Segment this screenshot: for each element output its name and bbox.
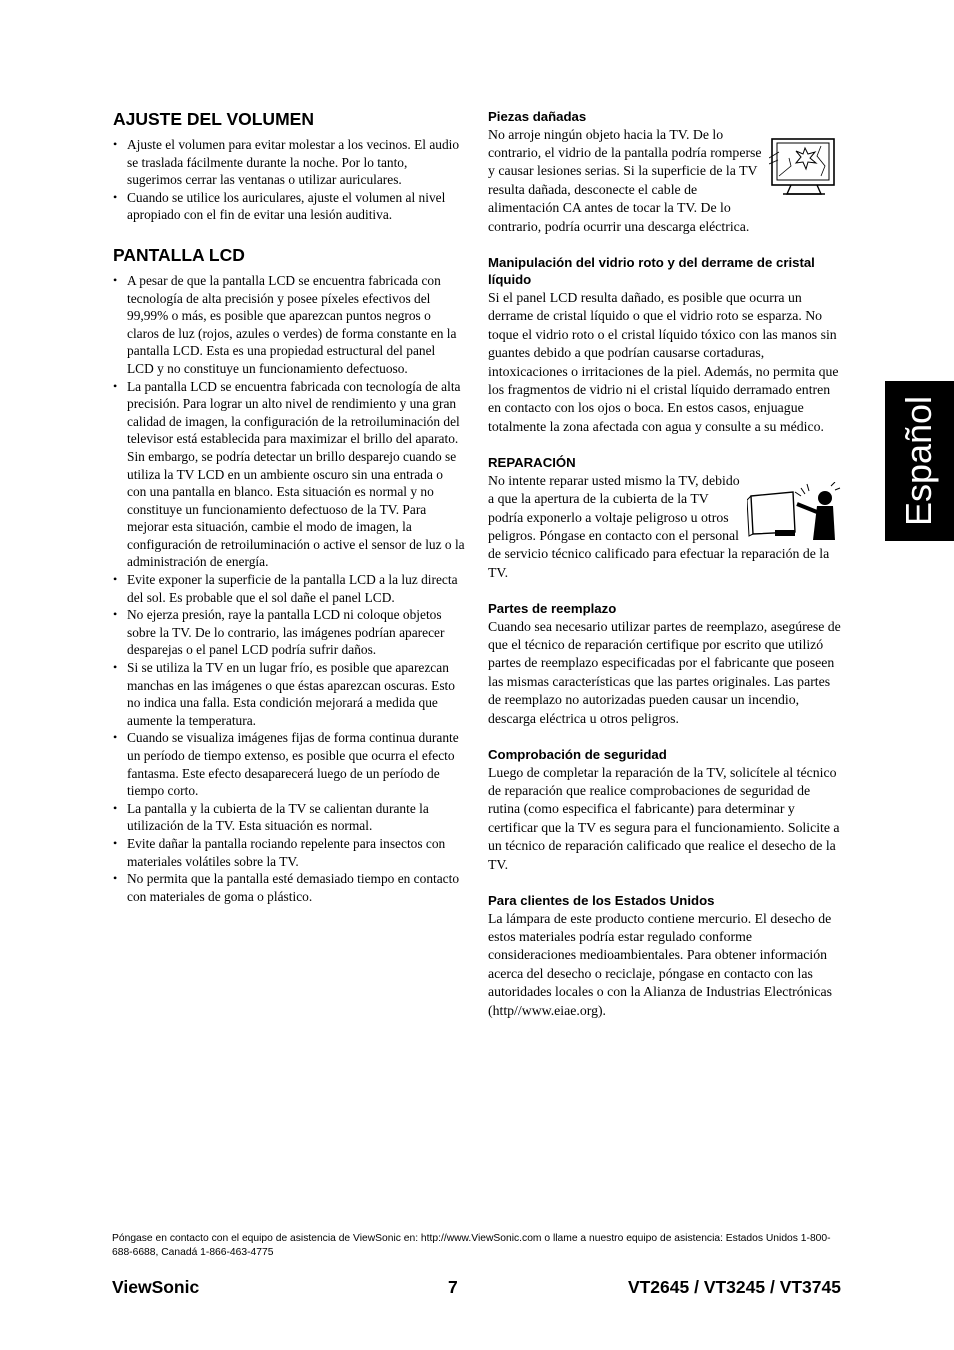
page-number: 7 [448, 1277, 458, 1297]
footer-brand: ViewSonic [112, 1277, 200, 1297]
volume-heading: AJUSTE DEL VOLUMEN [113, 109, 314, 129]
us-customers-section [488, 892, 843, 1020]
language-side-tab [885, 381, 954, 541]
glass-text: Si el panel LCD resulta dañado, es posible que ocurra un derrame de cristal líquido o que el vidrio roto se esparza. No toque el vidrio roto o el cristal líquido tóxico con las manos sin guantes debido a que podrían causarse cortaduras, intoxicaciones o irritaciones de la piel. Además, no permita que los fragmentos de vidrio ni el cristal líquido derramado entren en contacto con los ojos o boca. En estos casos, enjuague totalmente la zona afectada con agua y consulte a su médico. [488, 289, 839, 434]
safety-heading: Comprobación de seguridad [488, 747, 667, 763]
repair-heading: REPARACIÓN [488, 455, 576, 471]
damaged-text: No arroje ningún objeto hacia la TV. De lo contrario, el vidrio de la pantalla podría romperse y causar lesiones serias. Si la superficie de la TV resulta dañada, desconecte el cable de alimentación CA antes de tocar la TV. De lo contrario, podría ocurrir una descarga eléctrica. [488, 126, 762, 234]
volume-list [113, 136, 465, 224]
parts-text: Cuando sea necesario utilizar partes de reemplazo, asegúrese de que el técnico de reparación certifique por escrito que utilizó partes de reemplazo especificadas por el fabricante que poseen las mismas características que las partes originales. Las partes de reemplazo no autorizadas pueden causar un incendio, descarga eléctrica u otros peligros. [488, 618, 841, 726]
glass-heading: Manipulación del vidrio roto y del derrame de cristal líquido [488, 254, 815, 288]
list-item: • Si se utiliza la TV en un lugar frío, es posible que aparezcan manchas en las imágenes o que éstas aparezcan oscuras. Esto no indica una falla. Esta condición mejorará a medida que aumente la temperatura. [113, 659, 465, 729]
support-footnote: Póngase en contacto con el equipo de asistencia de ViewSonic en: http://www.ViewSonic.com o llame a nuestro equipo de asistencia: Estados Unidos 1-800-688-6688, Canadá 1-866-463-4775 [112, 1233, 831, 1258]
repair-section [488, 454, 843, 582]
language-label: Español [898, 395, 940, 527]
us-heading: Para clientes de los Estados Unidos [488, 893, 715, 908]
repair-warning-icon [747, 482, 841, 540]
right-column [488, 108, 843, 1038]
safety-section [488, 746, 843, 874]
left-column [113, 108, 465, 905]
list-item: • Evite dañar la pantalla rociando repelente para insectos con materiales volátiles sobre la TV. [113, 835, 465, 870]
list-item: • Ajuste el volumen para evitar molestar a los vecinos. El audio se traslada fácilmente durante la noche. Por lo tanto, sugerimos cerrar las ventanas o utilizar auriculares. [113, 136, 465, 189]
list-item: • Evite exponer la superficie de la pantalla LCD a la luz directa del sol. Es probable que el sol dañe el panel LCD. [113, 571, 465, 606]
list-item: • La pantalla y la cubierta de la TV se calientan durante la utilización de la TV. Esta situación es normal. [113, 800, 465, 835]
us-text: La lámpara de este producto contiene mercurio. El desecho de estos materiales podría estar regulado conforme consideraciones medioambientales. Para obtener información acerca del desecho o reciclaje, póngase en contacto con las autoridades locales o con la Alianza de Industrias Electrónicas (http//www.eiae.org). [488, 910, 833, 1018]
glass-section [488, 254, 843, 436]
list-item: • La pantalla LCD se encuentra fabricada con tecnología de alta precisión. Para lograr un alto nivel de rendimiento y una gran calidad de imagen, la configuración de la retroiluminación del televisor está establecida para maximizar el brillo del aparato. Sin embargo, se podría detectar un brillo desparejo cuando se utiliza la TV LCD en un ambiente oscuro sin una entrada o con una pantalla en blanco. Esta situación es normal y no constituye un funcionamiento defectuoso de la TV. Para mejorar esta situación, cambie el modo de imagen, la configuración de retroiluminación o active el sensor de luz o la administración de energía. [113, 378, 465, 572]
safety-text: Luego de completar la reparación de la TV, solicítele al técnico de reparación que realice comprobaciones de seguridad de rutina (como especifica el fabricante) para determinar y certificar que la TV es segura para el funcionamiento. Solicite a un técnico de reparación calificado que realice el desecho de la TV. [488, 764, 840, 872]
footer-models: VT2645 / VT3245 / VT3745 [627, 1277, 841, 1297]
list-item: • No ejerza presión, raye la pantalla LCD ni coloque objetos sobre la TV. De lo contrario, las imágenes podrían aparecer desparejas o el panel LCD podría sufrir daños. [113, 606, 465, 659]
damaged-heading: Piezas dañadas [488, 109, 587, 124]
list-item: • Cuando se utilice los auriculares, ajuste el volumen al nivel apropiado con el fin de evitar una lesión auditiva. [113, 189, 465, 224]
parts-section [488, 600, 843, 728]
parts-heading: Partes de reemplazo [488, 601, 617, 617]
list-item: • A pesar de que la pantalla LCD se encuentra fabricada con tecnología de alta precisión y posee píxeles efectivos del 99,99% o más, es posible que aparezcan puntos negros o claros de luz (rojos, azules o verdes) de forma constante en la pantalla LCD. Esta es una propiedad estructural del panel LCD y no constituye un funcionamiento defectuoso. [113, 272, 465, 378]
broken-tv-icon [769, 136, 841, 198]
repair-text: No intente reparar usted mismo la TV, debido a que la apertura de la cubierta de la TV podría exponerlo a voltaje peligroso u otros peligros. Póngase en contacto con el personal de servicio técnico calificado para efectuar la reparación de la TV. [488, 472, 830, 580]
list-item: • No permita que la pantalla esté demasiado tiempo en contacto con materiales de goma o plástico. [113, 870, 465, 905]
lcd-list [113, 272, 465, 905]
list-item: • Cuando se visualiza imágenes fijas de forma continua durante un período de tiempo extenso, es posible que ocurra el efecto fantasma. Este efecto desaparecerá luego de un período de tiempo corto. [113, 729, 465, 799]
damaged-parts-section [488, 108, 843, 236]
lcd-heading: PANTALLA LCD [113, 244, 245, 265]
